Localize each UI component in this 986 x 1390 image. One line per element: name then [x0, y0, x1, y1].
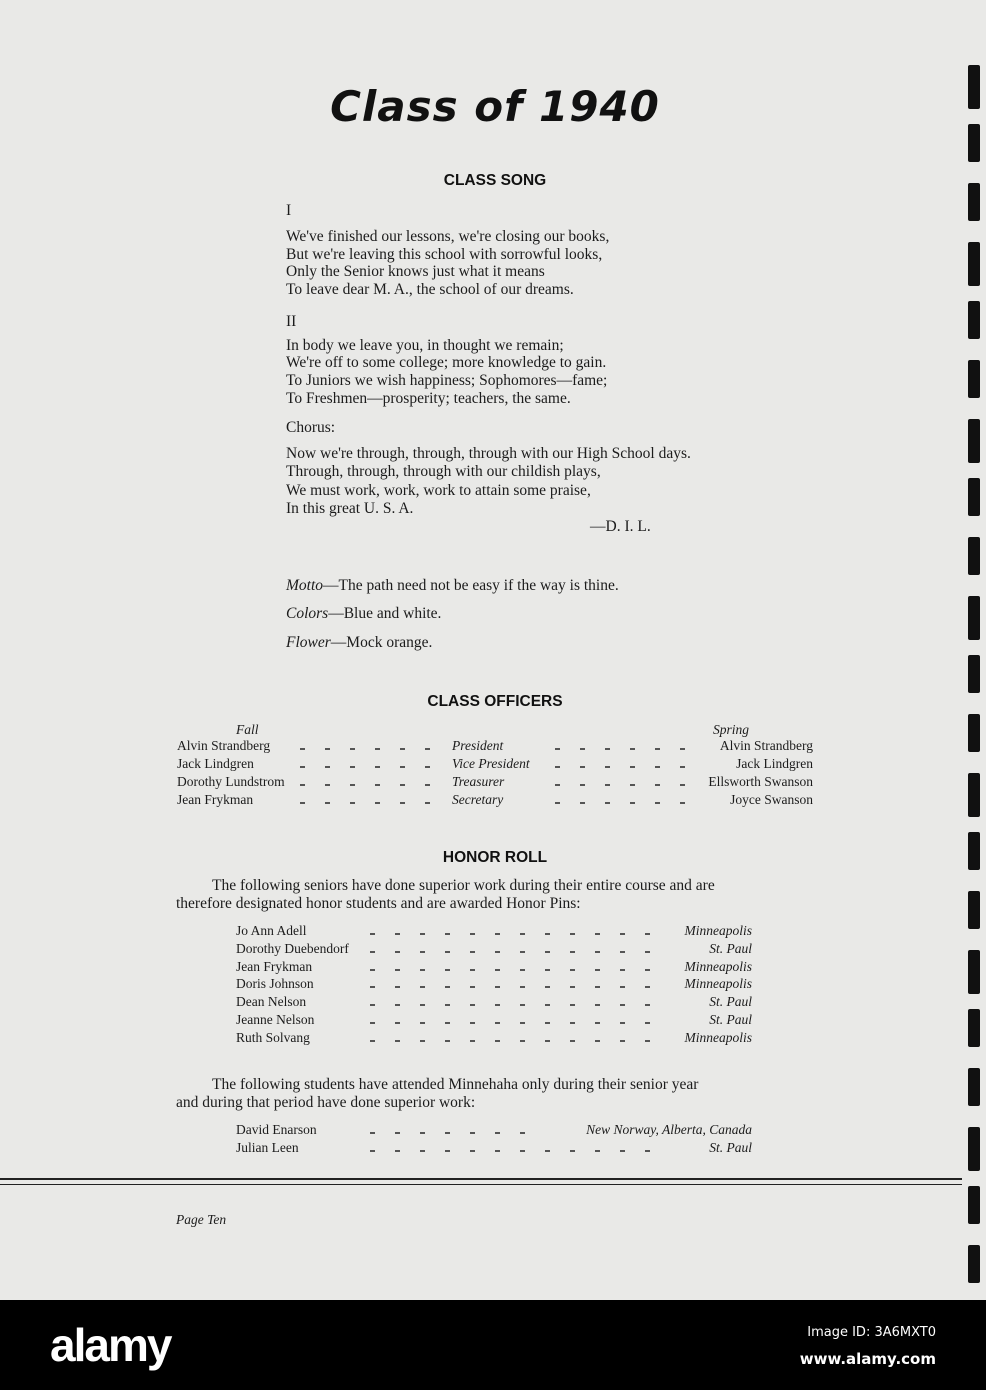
- song-line: To Freshmen—prosperity; teachers, the same.: [286, 390, 571, 407]
- dash-leader: [300, 802, 430, 804]
- student-name: Dean Nelson: [236, 994, 307, 1010]
- officer-spring: Alvin Strandberg: [719, 738, 813, 753]
- class-officers-heading: CLASS OFFICERS: [427, 693, 563, 710]
- student-hometown: Minneapolis: [684, 1029, 752, 1045]
- list-item: [0, 959, 986, 977]
- officer-title: President: [452, 738, 504, 753]
- dash-leader: [300, 784, 430, 786]
- honor-intro: and during that period have done superior work:: [176, 1094, 476, 1111]
- honor-intro: The following students have attended Minnehaha only during their senior year: [212, 1076, 699, 1093]
- student-name: Jean Frykman: [236, 958, 313, 974]
- officer-fall: Dorothy Lundstrom: [177, 774, 285, 789]
- dash-leader: [555, 784, 685, 786]
- dash-leader: [555, 802, 685, 804]
- student-hometown: St. Paul: [709, 994, 752, 1010]
- spiral-ring: [968, 1068, 980, 1106]
- motto: [286, 577, 619, 595]
- dash-leader: [555, 766, 685, 768]
- song-line: We're off to some college; more knowledge to gain.: [286, 354, 607, 371]
- student-hometown: St. Paul: [709, 1012, 752, 1027]
- officer-fall: Alvin Strandberg: [177, 738, 271, 753]
- song-line: Through, through, through with our childish plays,: [286, 463, 601, 480]
- spring-label: Spring: [713, 722, 750, 737]
- dash-leader: [370, 1004, 660, 1006]
- dash-leader: [370, 1132, 530, 1134]
- dash-leader: [370, 969, 660, 971]
- list-item: [0, 1140, 986, 1158]
- spiral-ring: [968, 891, 980, 929]
- spiral-ring: [968, 1009, 980, 1047]
- list-item: [0, 1122, 986, 1140]
- student-hometown: Minneapolis: [684, 976, 752, 992]
- student-name: Doris Johnson: [236, 976, 314, 992]
- officer-title: Treasurer: [452, 774, 505, 789]
- song-author: —D. I. L.: [590, 518, 651, 535]
- divider: [0, 1178, 962, 1180]
- colors-label: Colors: [286, 605, 329, 622]
- divider: [0, 1184, 962, 1185]
- spiral-ring: [968, 242, 980, 286]
- officer-fall: Jack Lindgren: [177, 756, 254, 771]
- verse-label: I: [286, 202, 292, 219]
- spiral-ring: [968, 124, 980, 162]
- dash-leader: [370, 1150, 660, 1152]
- song-line: In this great U. S. A.: [286, 500, 414, 517]
- student-hometown: Minneapolis: [684, 958, 752, 974]
- flower: [286, 634, 432, 652]
- officer-title: Secretary: [452, 792, 504, 807]
- honor-roll-heading: HONOR ROLL: [442, 849, 548, 866]
- song-line: Only the Senior knows just what it means: [286, 263, 545, 280]
- song-line: Now we're through, through, through with our High School days.: [286, 445, 691, 462]
- fall-label: Fall: [236, 722, 259, 737]
- dash-leader: [370, 986, 660, 988]
- dash-leader: [555, 748, 685, 750]
- page-title: Class of 1940: [330, 82, 660, 131]
- colors-text: —Blue and white.: [328, 605, 442, 622]
- dash-leader: [370, 933, 660, 935]
- student-name: Julian Leen: [236, 1139, 299, 1155]
- student-name: Jeanne Nelson: [236, 1012, 315, 1027]
- spiral-ring: [968, 478, 980, 516]
- officer-fall: Jean Frykman: [177, 792, 254, 807]
- page-number: Page Ten: [176, 1212, 227, 1227]
- spiral-ring: [968, 360, 980, 398]
- alamy-logo: alamy: [50, 1319, 171, 1371]
- dash-leader: [370, 951, 660, 953]
- flower-label: Flower: [286, 634, 331, 651]
- colors: [286, 605, 441, 623]
- flower-text: —Mock orange.: [330, 634, 433, 651]
- spiral-ring: [968, 65, 980, 109]
- dash-leader: [370, 1022, 660, 1024]
- list-item: [0, 923, 986, 941]
- spiral-ring: [968, 537, 980, 575]
- song-line: To leave dear M. A., the school of our dreams.: [286, 281, 574, 298]
- officer-title: Vice President: [452, 756, 530, 771]
- verse-label: II: [286, 313, 297, 330]
- song-line: But we're leaving this school with sorrowful looks,: [286, 246, 603, 263]
- spiral-ring: [968, 655, 980, 693]
- motto-label: Motto: [286, 577, 324, 594]
- song-line: We must work, work, work to attain some praise,: [286, 482, 591, 499]
- dash-leader: [300, 748, 430, 750]
- spiral-ring: [968, 301, 980, 339]
- spiral-ring: [968, 419, 980, 463]
- spiral-ring: [968, 183, 980, 221]
- list-item: [0, 941, 986, 959]
- student-hometown: St. Paul: [709, 940, 752, 956]
- list-item: [0, 976, 986, 994]
- song-line: To Juniors we wish happiness; Sophomores—fame;: [286, 372, 608, 389]
- honor-intro: The following seniors have done superior work during their entire course and are: [212, 877, 715, 894]
- officer-row: [0, 756, 986, 774]
- student-name: Jo Ann Adell: [236, 923, 307, 938]
- dash-leader: [300, 766, 430, 768]
- student-name: Dorothy Duebendorf: [236, 940, 349, 956]
- officer-spring: Jack Lindgren: [736, 756, 813, 771]
- spiral-ring: [968, 950, 980, 994]
- student-hometown: New Norway, Alberta, Canada: [586, 1122, 752, 1137]
- list-item: [0, 994, 986, 1012]
- spiral-ring: [968, 1245, 980, 1283]
- class-song-heading: CLASS SONG: [443, 172, 547, 189]
- student-hometown: Minneapolis: [684, 923, 752, 938]
- honor-intro: therefore designated honor students and are awarded Honor Pins:: [176, 895, 581, 912]
- song-line: We've finished our lessons, we're closing our books,: [286, 228, 610, 245]
- spiral-ring: [968, 596, 980, 640]
- officer-spring: Ellsworth Swanson: [708, 774, 813, 789]
- spiral-ring: [968, 1186, 980, 1224]
- song-line: In body we leave you, in thought we remain;: [286, 337, 564, 354]
- list-item: [0, 1012, 986, 1030]
- officer-spring: Joyce Swanson: [730, 792, 813, 807]
- spiral-ring: [968, 773, 980, 817]
- chorus-label: Chorus:: [286, 419, 336, 436]
- student-name: David Enarson: [236, 1122, 317, 1137]
- student-hometown: St. Paul: [709, 1139, 752, 1155]
- student-name: Ruth Solvang: [236, 1029, 310, 1045]
- officer-row: [0, 774, 986, 792]
- watermark-url: www.alamy.com: [799, 1350, 936, 1368]
- image-id: Image ID: 3A6MXT0: [807, 1325, 936, 1340]
- spiral-ring: [968, 1127, 980, 1171]
- dash-leader: [370, 1040, 660, 1042]
- motto-text: —The path need not be easy if the way is thine.: [323, 577, 619, 594]
- officer-row: [0, 738, 986, 756]
- officer-row: [0, 792, 986, 810]
- spiral-ring: [968, 832, 980, 870]
- spiral-ring: [968, 714, 980, 752]
- list-item: [0, 1030, 986, 1048]
